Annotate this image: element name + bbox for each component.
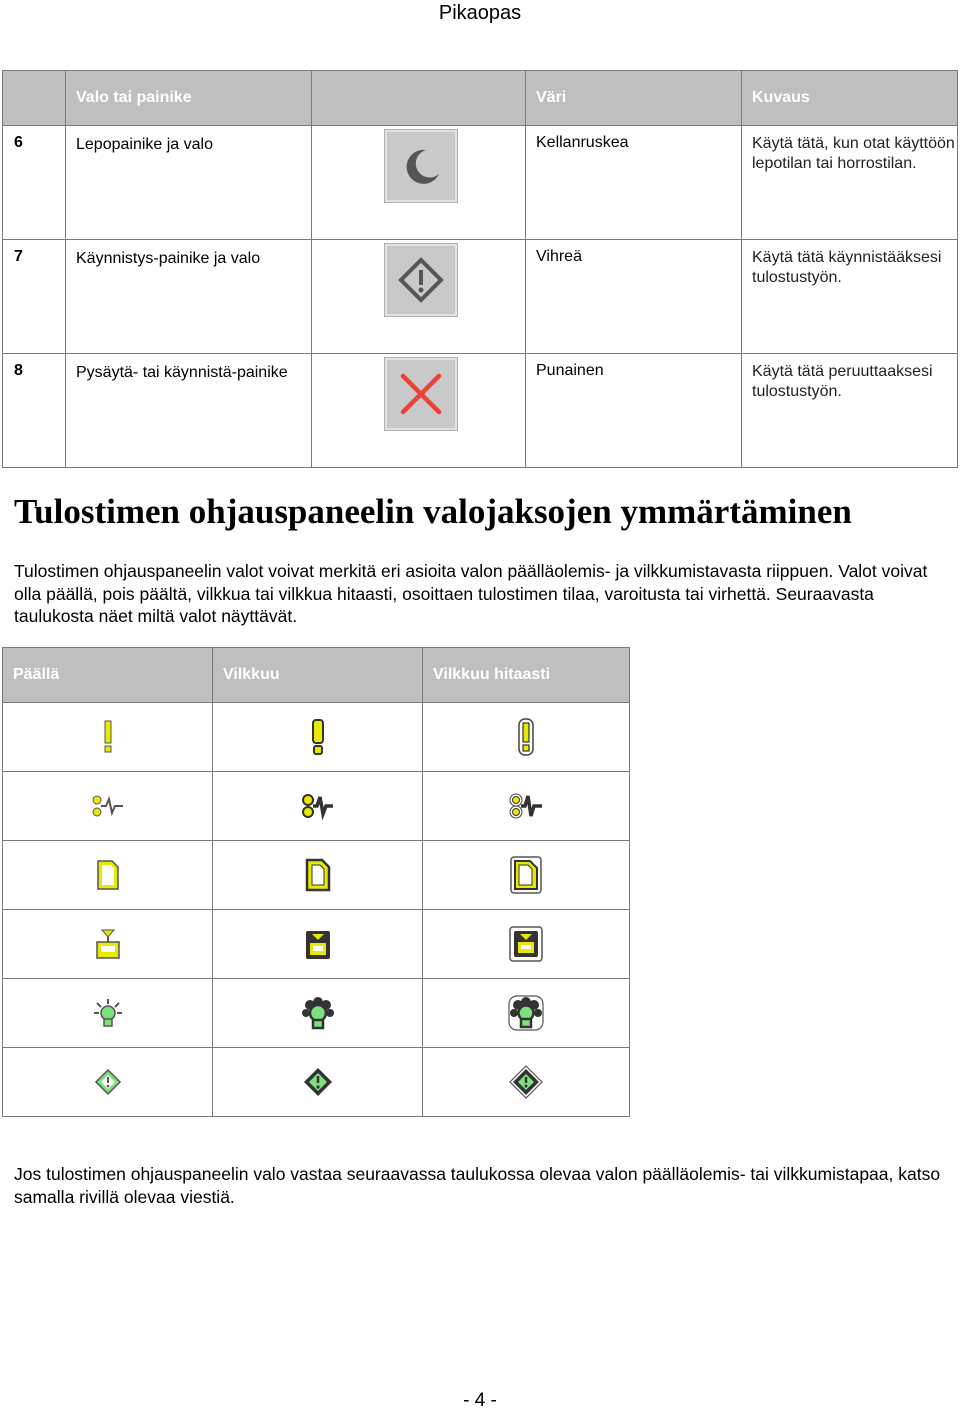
row-name: Pysäytä- tai käynnistä-painike: [66, 354, 312, 468]
header-on: Päällä: [3, 648, 213, 703]
paper-jam-icon: [508, 791, 544, 821]
sleep-light-icon: [301, 996, 335, 1030]
table-row: [3, 910, 630, 979]
table-row: [3, 240, 958, 354]
section-intro: Tulostimen ohjauspaneelin valot voivat merkitä eri asioita valon päälläolemis- ja vilkkumistavasta riippuen. Valot voivat olla päällä, pois päältä, vilkkua tai vilkkua hitaasti, osoittaen tulostimen tilaa, varoitusta tai virhettä. Seuraavasta taulukosta näet miltä valot näyttävät.: [14, 561, 928, 626]
row-name: Lepopainike ja valo: [66, 126, 312, 240]
start-light-icon: [303, 1067, 333, 1097]
header-icon: [312, 71, 526, 126]
row-color: Punainen: [526, 354, 742, 468]
row-color: Vihreä: [526, 240, 742, 354]
paper-icon: [304, 858, 332, 892]
start-light-icon: [94, 1068, 122, 1096]
table-row: [3, 841, 630, 910]
sleep-light-icon: [92, 997, 124, 1029]
section-title: Tulostimen ohjauspaneelin valojaksojen ymmärtäminen: [14, 492, 852, 531]
header-number: [3, 71, 66, 126]
exclamation-icon: [516, 718, 536, 756]
exclamation-icon: [101, 720, 115, 754]
table-header-row: [3, 648, 630, 703]
closing-text: Jos tulostimen ohjauspaneelin valo vastaa seuraavassa taulukossa olevaa valon päälläolemis- tai vilkkumistapaa, katso samalla rivillä olevaa viestiä.: [14, 1164, 941, 1207]
supply-icon: [509, 926, 543, 962]
header-description: Kuvaus: [742, 71, 958, 126]
paper-icon: [95, 859, 121, 891]
row-description: Käytä tätä käynnistääksesi tulostustyön.: [742, 240, 958, 354]
paper-jam-icon: [301, 792, 335, 820]
table-row: [3, 126, 958, 240]
sleep-light-icon: [508, 995, 544, 1031]
row-number: 7: [3, 240, 66, 354]
row-number: 6: [3, 126, 66, 240]
header-blinking: Vilkkuu: [213, 648, 423, 703]
table-row: [3, 703, 630, 772]
supply-icon: [303, 928, 333, 960]
row-name: Käynnistys-painike ja valo: [66, 240, 312, 354]
header-light-or-button: Valo tai painike: [66, 71, 312, 126]
moon-icon: [384, 129, 458, 203]
row-color: Kellanruskea: [526, 126, 742, 240]
supply-icon: [94, 928, 122, 960]
row-description: Käytä tätä peruuttaaksesi tulostustyön.: [742, 354, 958, 468]
row-description: Käytä tätä, kun otat käyttöön lepotilan tai horrostilan.: [742, 126, 958, 240]
cancel-x-icon: [384, 357, 458, 431]
buttons-table: [2, 70, 958, 468]
table-row: [3, 979, 630, 1048]
table-row: [3, 1048, 630, 1117]
paper-jam-icon: [91, 793, 125, 819]
header-blinking-slowly: Vilkkuu hitaasti: [423, 648, 630, 703]
exclamation-icon: [309, 719, 327, 755]
table-header-row: [3, 71, 958, 126]
page-header: Pikaopas: [438, 2, 522, 24]
page-number: - 4 -: [463, 1390, 497, 1411]
start-light-icon: [509, 1065, 543, 1099]
row-number: 8: [3, 354, 66, 468]
table-row: [3, 772, 630, 841]
start-diamond-icon: [384, 243, 458, 317]
header-color: Väri: [526, 71, 742, 126]
light-sequence-table: [2, 647, 630, 1117]
table-row: [3, 354, 958, 468]
paper-icon: [510, 856, 542, 894]
